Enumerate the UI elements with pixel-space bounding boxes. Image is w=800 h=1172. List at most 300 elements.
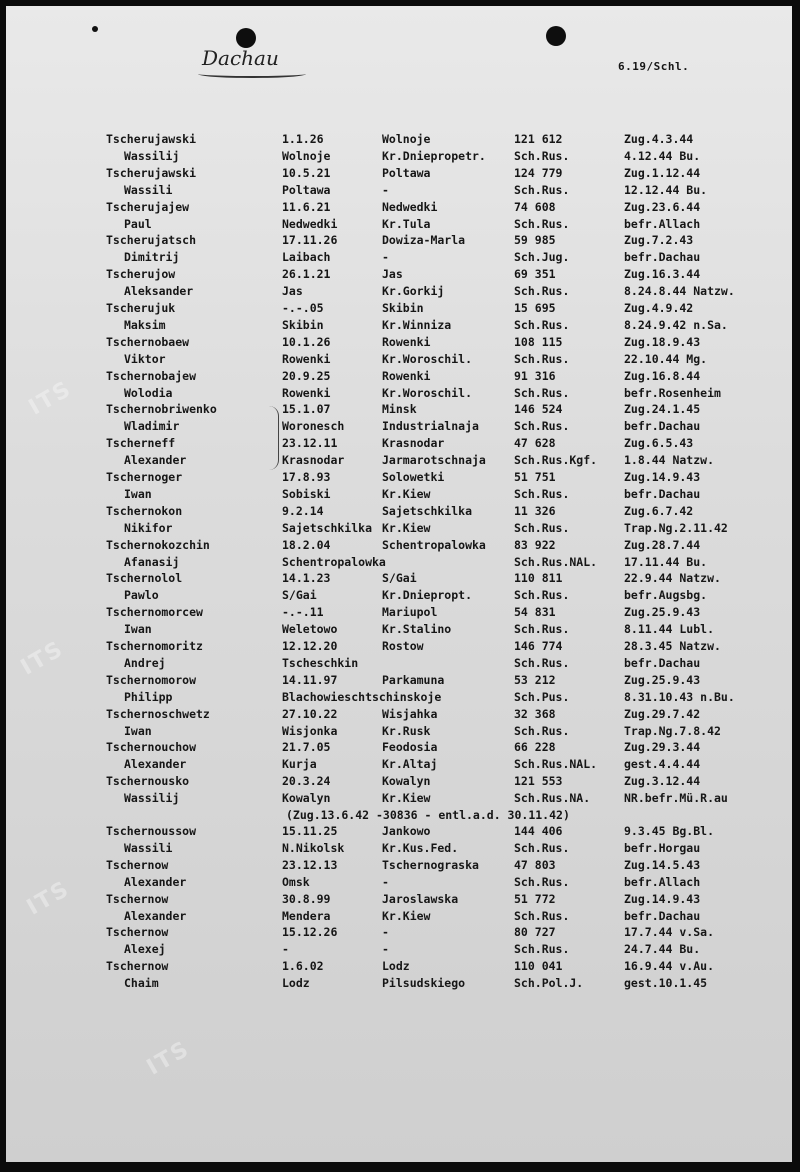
category: Sch.Pus. [514,689,570,704]
surname: Tschernow [106,857,169,872]
status-entry: Zug.25.9.43 [624,672,701,687]
category: Sch.Rus. [514,588,570,603]
category: Sch.Rus. [514,419,570,434]
birth-place: Kr.Winniza [382,317,452,332]
first-name: Alexander [124,453,187,468]
birth-date: 21.7.05 [282,740,331,755]
first-name: Maksim [124,317,166,332]
prisoner-number: 110 041 [514,959,563,974]
status-entry: Zug.6.5.43 [624,436,694,451]
category: Sch.Rus. [514,385,570,400]
status-entry: 17.11.44 Bu. [624,554,708,569]
origin-place: Tscheschkin [282,655,359,670]
surname: Tscherujuk [106,301,176,315]
status-entry: Zug.28.7.44 [624,537,701,552]
birth-place: - [382,925,389,940]
birth-date: 26.1.21 [282,267,331,282]
list-row [6,166,792,182]
list-row [6,673,792,689]
birth-date: 1.6.02 [282,959,324,974]
first-name: Iwan [124,622,152,637]
birth-place: Kowalyn [382,774,431,789]
surname: Tschernomoritz [106,639,203,653]
list-row [6,504,792,520]
first-name: Wassili [124,840,173,855]
surname: Tschernow [106,891,169,906]
punch-hole [236,28,256,48]
list-row [6,942,792,958]
first-name: Paul [124,216,152,231]
birth-place: Lodz [382,959,410,974]
status-entry: 22.9.44 Natzw. [624,571,721,586]
list-row [6,470,792,486]
first-name: Andrej [124,655,166,670]
first-name: Afanasij [124,554,180,569]
list-row [6,976,792,992]
birth-date: 30.8.99 [282,891,331,906]
birth-date: 20.9.25 [282,368,331,383]
status-entry: befr.Augsbg. [624,588,708,603]
list-row [6,301,792,317]
list-row [6,487,792,503]
prisoner-number: 121 612 [514,132,563,146]
birth-place: Mariupol [382,605,438,620]
status-entry: Trap.Ng.2.11.42 [624,520,728,535]
birth-place: - [382,942,389,957]
status-entry: Zug.16.3.44 [624,267,701,282]
birth-place: Rowenki [382,334,431,349]
status-entry: befr.Horgau [624,840,701,855]
birth-place: Kr.Dniepropetr. [382,148,486,163]
first-name: Viktor [124,351,166,366]
list-row [6,841,792,857]
surname: Tscherujajew [106,199,190,214]
status-entry: 22.10.44 Mg. [624,351,708,366]
category: Sch.Rus. [514,723,570,738]
origin-place: Blachowieschtschinskoje [282,689,442,704]
list-row [6,690,792,706]
surname: Tscherujawski [106,165,197,180]
title-underline [198,70,306,78]
origin-place: Sobiski [282,486,331,501]
list-row [6,791,792,807]
origin-place: Schentropalowka [282,554,386,569]
prisoner-number: 15 695 [514,301,556,315]
prisoner-number: 110 811 [514,571,563,586]
prisoner-number: 121 553 [514,774,563,789]
list-row [6,724,792,740]
status-entry: Zug.3.12.44 [624,774,701,789]
status-entry: befr.Allach [624,216,701,231]
status-entry: 28.3.45 Natzw. [624,639,721,653]
status-entry: befr.Dachau [624,908,701,923]
status-entry: Zug.4.3.44 [624,132,694,146]
status-entry: 4.12.44 Bu. [624,148,701,163]
origin-place: Woronesch [282,419,345,434]
origin-place: N.Nikolsk [282,840,345,855]
birth-place: Kr.Altaj [382,757,438,772]
category: Sch.Rus.NAL. [514,757,598,772]
list-row [6,588,792,604]
list-row [6,858,792,874]
prisoner-number: 69 351 [514,267,556,282]
birth-place: Pilsudskiego [382,976,466,991]
status-entry: gest.4.4.44 [624,757,701,772]
prisoner-number: 51 772 [514,891,556,906]
prisoner-number: 144 406 [514,824,563,838]
birth-date: 17.11.26 [282,233,338,248]
birth-place: Schentropalowka [382,537,486,552]
origin-place: Rowenki [282,385,331,400]
category: Sch.Rus. [514,148,570,163]
surname: Tschernokon [106,503,183,518]
origin-place: Rowenki [282,351,331,366]
birth-place: Sajetschkilka [382,503,473,518]
status-entry: Zug.29.3.44 [624,740,701,755]
surname: Tscherujatsch [106,233,197,248]
list-row [6,656,792,672]
prisoner-number: 59 985 [514,233,556,248]
prisoner-number: 53 212 [514,672,556,687]
surname: Tscherujow [106,267,176,282]
prisoner-number: 146 524 [514,402,563,417]
first-name: Wladimir [124,419,180,434]
category: Sch.Rus. [514,840,570,855]
prisoner-number: 80 727 [514,925,556,940]
category: Sch.Rus.Kgf. [514,453,598,468]
first-name: Alexander [124,757,187,772]
prisoner-number: 32 368 [514,706,556,721]
birth-place: - [382,182,389,197]
surname: Tschernomorcew [106,605,203,620]
category: Sch.Rus.NA. [514,791,591,806]
status-entry: Zug.24.1.45 [624,402,701,417]
list-row [6,284,792,300]
origin-place: Nedwedki [282,216,338,231]
surname: Tschernomorow [106,672,197,687]
birth-date: 18.2.04 [282,537,331,552]
birth-place: Industrialnaja [382,419,479,434]
origin-place: Omsk [282,874,310,889]
birth-place: Rowenki [382,368,431,383]
status-entry: befr.Rosenheim [624,385,721,400]
birth-place: Parkamuna [382,672,445,687]
prisoner-number: 124 779 [514,165,563,180]
list-row [6,318,792,334]
list-row [6,909,792,925]
birth-place: Kr.Kiew [382,486,431,501]
birth-place: Jas [382,267,403,282]
ink-spot [92,26,98,32]
first-name: Nikifor [124,520,173,535]
birth-date: 11.6.21 [282,199,331,214]
watermark: ITS [16,636,69,681]
surname: Tschernobaew [106,334,190,349]
birth-place: Kr.Woroschil. [382,351,473,366]
origin-place: Poltawa [282,182,331,197]
list-row [6,774,792,790]
prisoner-number: 66 228 [514,740,556,755]
origin-place: Skibin [282,317,324,332]
birth-place: - [382,874,389,889]
status-entry: Trap.Ng.7.8.42 [624,723,721,738]
first-name: Alexej [124,942,166,957]
transfer-note: (Zug.13.6.42 -30836 - entl.a.d. 30.11.42) [286,808,570,822]
list-row [6,402,792,418]
category: Sch.Pol.J. [514,976,584,991]
category: Sch.Rus. [514,284,570,299]
birth-place: Nedwedki [382,199,438,214]
prisoner-number: 51 751 [514,470,556,484]
list-row [6,132,792,148]
list-row [6,639,792,655]
status-entry: 8.24.8.44 Natzw. [624,284,735,299]
status-entry: Zug.25.9.43 [624,605,701,620]
first-name: Wassili [124,182,173,197]
birth-place: S/Gai [382,571,417,586]
first-name: Iwan [124,486,152,501]
list-row [6,892,792,908]
list-row [6,622,792,638]
birth-place: Minsk [382,402,417,417]
first-name: Wolodia [124,385,173,400]
birth-place: Feodosia [382,740,438,755]
birth-place: Solowetki [382,470,445,484]
birth-place: Tschernograska [382,857,479,872]
prisoner-number: 83 922 [514,537,556,552]
origin-place: Lodz [282,976,310,991]
origin-place: Laibach [282,250,331,265]
category: Sch.Rus. [514,317,570,332]
status-entry: 9.3.45 Bg.Bl. [624,824,715,838]
status-entry: befr.Dachau [624,419,701,434]
birth-place: Wolnoje [382,132,431,146]
category: Sch.Rus. [514,216,570,231]
origin-place: Kowalyn [282,791,331,806]
punch-hole [546,26,566,46]
prisoner-number: 91 316 [514,368,556,383]
list-row [6,740,792,756]
status-entry: 17.7.44 v.Sa. [624,925,715,940]
status-entry: 8.31.10.43 n.Bu. [624,689,735,704]
birth-place: Kr.Kiew [382,908,431,923]
surname: Tschernoussow [106,824,197,838]
status-entry: Zug.18.9.43 [624,334,701,349]
surname: Tscherujawski [106,132,197,146]
list-row [6,605,792,621]
surname: Tschernousko [106,774,190,789]
first-name: Pawlo [124,588,159,603]
origin-place: Wolnoje [282,148,331,163]
list-row [6,707,792,723]
birth-date: 15.1.07 [282,402,331,417]
birth-place: Skibin [382,301,424,315]
list-row [6,824,792,840]
status-entry: gest.10.1.45 [624,976,708,991]
origin-place: Sajetschkilka [282,520,373,535]
list-row [6,369,792,385]
category: Sch.Rus. [514,655,570,670]
status-entry: 8.11.44 Lubl. [624,622,715,637]
birth-date: -.-.05 [282,301,324,315]
surname: Tschernoger [106,470,183,484]
list-row [6,453,792,469]
birth-place: Wisjahka [382,706,438,721]
birth-date: 17.8.93 [282,470,331,484]
birth-place: Poltawa [382,165,431,180]
birth-place: Kr.Rusk [382,723,431,738]
watermark: ITS [24,376,77,421]
first-name: Dimitrij [124,250,180,265]
list-row [6,217,792,233]
status-entry: 12.12.44 Bu. [624,182,708,197]
list-row [6,386,792,402]
birth-date: 15.12.26 [282,925,338,940]
status-entry: Zug.23.6.44 [624,199,701,214]
status-entry: 1.8.44 Natzw. [624,453,715,468]
origin-place: - [282,942,289,957]
birth-place: Rostow [382,639,424,653]
list-row [6,149,792,165]
category: Sch.Rus.NAL. [514,554,598,569]
list-row [6,335,792,351]
list-row [6,925,792,941]
origin-place: Kurja [282,757,317,772]
list-row [6,200,792,216]
birth-date: 12.12.20 [282,639,338,653]
first-name: Alexander [124,874,187,889]
origin-place: Weletowo [282,622,338,637]
category: Sch.Rus. [514,486,570,501]
status-entry: Zug.14.9.43 [624,891,701,906]
origin-place: Mendera [282,908,331,923]
watermark: ITS [22,876,75,921]
list-row [6,352,792,368]
watermark: ITS [142,1036,195,1081]
first-name: Iwan [124,723,152,738]
birth-place: Kr.Kus.Fed. [382,840,459,855]
status-entry: befr.Dachau [624,486,701,501]
birth-place: Jarmarotschnaja [382,453,486,468]
first-name: Aleksander [124,284,194,299]
list-row [6,757,792,773]
surname: Tschernobajew [106,368,197,383]
birth-date: 14.11.97 [282,672,338,687]
surname: Tschernouchow [106,740,197,755]
status-entry: 24.7.44 Bu. [624,942,701,957]
birth-date: 10.5.21 [282,165,331,180]
status-entry: Zug.7.2.43 [624,233,694,248]
origin-place: S/Gai [282,588,317,603]
list-row [6,267,792,283]
surname: Tschernow [106,959,169,974]
birth-date: 10.1.26 [282,334,331,349]
list-row [6,571,792,587]
prisoner-number: 108 115 [514,334,563,349]
birth-place: - [382,250,389,265]
status-entry: 8.24.9.42 n.Sa. [624,317,728,332]
status-entry: befr.Dachau [624,250,701,265]
status-entry: befr.Allach [624,874,701,889]
birth-date: -.-.11 [282,605,324,620]
status-entry: 16.9.44 v.Au. [624,959,715,974]
status-entry: Zug.29.7.42 [624,706,701,721]
list-row [6,538,792,554]
birth-place: Jaroslawska [382,891,459,906]
surname: Tschernoschwetz [106,706,210,721]
list-row [6,521,792,537]
status-entry: befr.Dachau [624,655,701,670]
list-row [6,959,792,975]
birth-date: 15.11.25 [282,824,338,838]
list-row [6,419,792,435]
status-entry: Zug.4.9.42 [624,301,694,315]
status-entry: Zug.14.5.43 [624,857,701,872]
origin-place: Krasnodar [282,453,345,468]
birth-date: 14.1.23 [282,571,331,586]
list-row [6,555,792,571]
list-row [6,875,792,891]
birth-place: Kr.Stalino [382,622,452,637]
first-name: Wassilij [124,791,180,806]
first-name: Wassilij [124,148,180,163]
category: Sch.Rus. [514,942,570,957]
status-entry: NR.befr.Mü.R.au [624,791,728,806]
list-row [6,183,792,199]
category: Sch.Rus. [514,182,570,197]
prisoner-number: 47 628 [514,436,556,451]
document-reference: 6.19/Schl. [618,60,690,73]
list-row [6,250,792,266]
birth-place: Kr.Woroschil. [382,385,473,400]
birth-place: Dowiza-Marla [382,233,466,248]
surname: Tschernolol [106,571,183,586]
status-entry: Zug.6.7.42 [624,503,694,518]
category: Sch.Rus. [514,874,570,889]
birth-date: 23.12.11 [282,436,338,451]
birth-date: 9.2.14 [282,503,324,518]
birth-date: 20.3.24 [282,774,331,789]
status-entry: Zug.1.12.44 [624,165,701,180]
list-row [6,436,792,452]
birth-date: 23.12.13 [282,857,338,872]
birth-place: Kr.Dniepropt. [382,588,473,603]
surname: Tschernow [106,925,169,940]
birth-place: Kr.Kiew [382,791,431,806]
birth-place: Kr.Tula [382,216,431,231]
surname: Tscherneff [106,436,176,451]
status-entry: Zug.16.8.44 [624,368,701,383]
origin-place: Wisjonka [282,723,338,738]
list-row [6,233,792,249]
category: Sch.Jug. [514,250,570,265]
birth-place: Kr.Gorkij [382,284,445,299]
document-title: Dachau [202,46,279,70]
first-name: Chaim [124,976,159,991]
origin-place: Jas [282,284,303,299]
prisoner-number: 74 608 [514,199,556,214]
category: Sch.Rus. [514,520,570,535]
first-name: Philipp [124,689,173,704]
category: Sch.Rus. [514,351,570,366]
birth-date: 1.1.26 [282,132,324,146]
document-page [6,6,792,1162]
birth-place: Krasnodar [382,436,445,451]
birth-place: Jankowo [382,824,431,838]
surname: Tschernokozchin [106,537,210,552]
prisoner-number: 47 803 [514,857,556,872]
birth-place: Kr.Kiew [382,520,431,535]
